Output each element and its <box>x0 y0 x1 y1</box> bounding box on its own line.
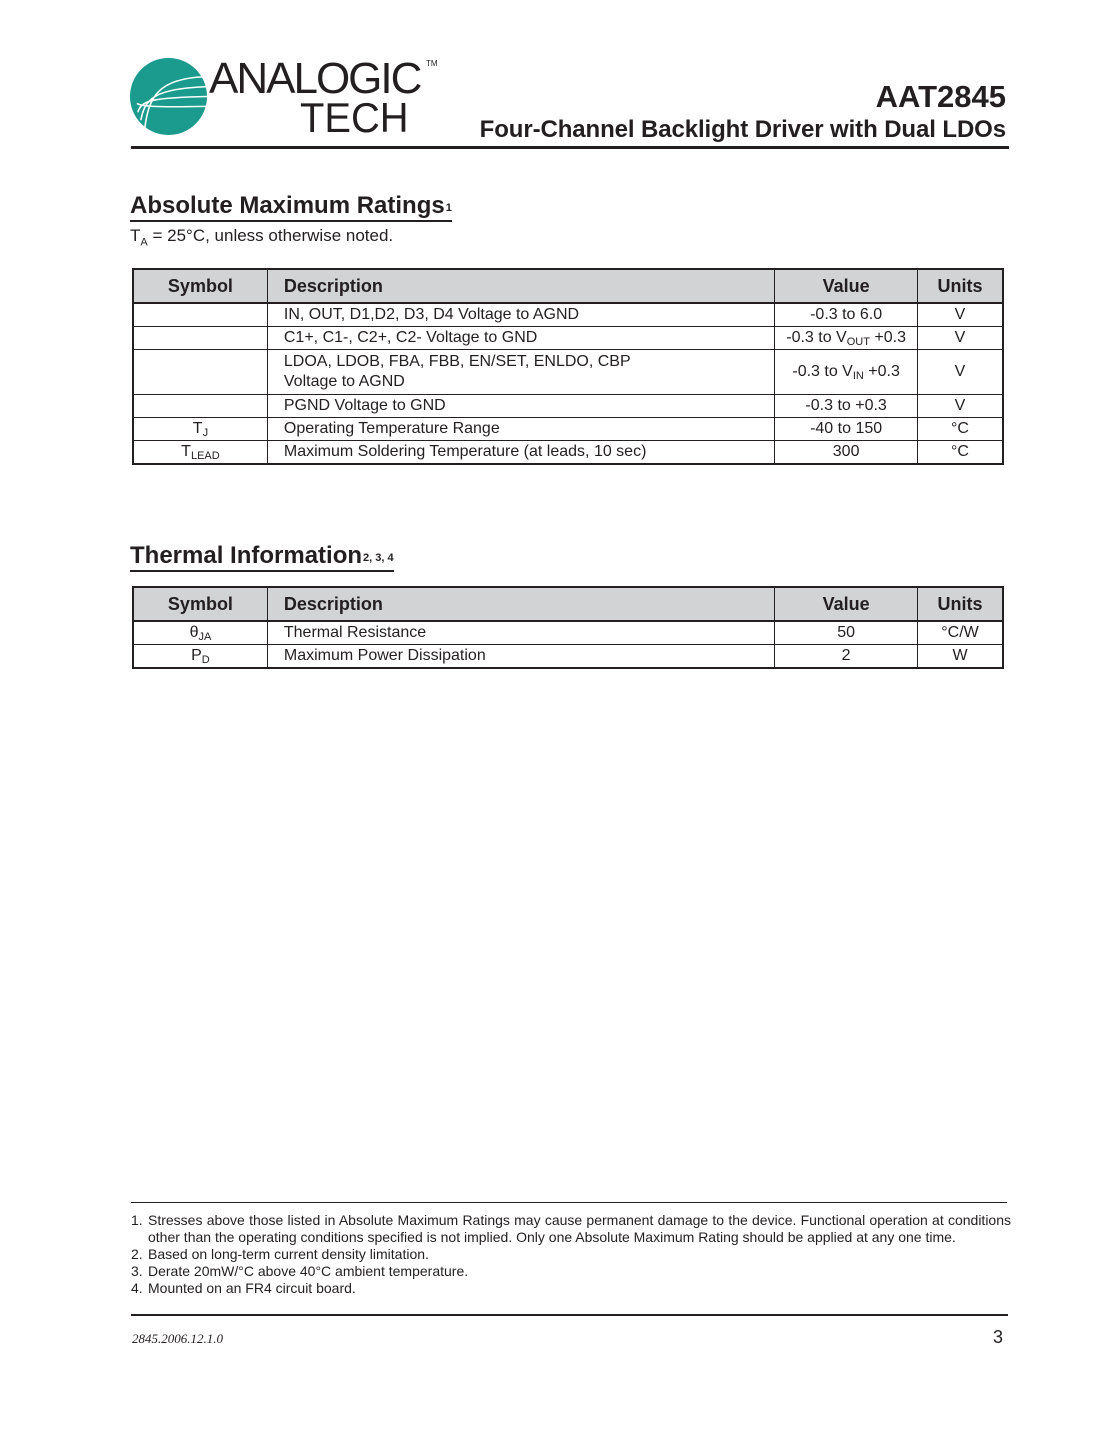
footnote-number: 3. <box>131 1263 143 1279</box>
cond-subscript: A <box>140 236 148 249</box>
cell-units: V <box>918 303 1003 327</box>
document-subtitle: Four-Channel Backlight Driver with Dual LDOs <box>479 116 1006 143</box>
cell-description: C1+, C1-, C2+, C2- Voltage to GND <box>267 327 774 350</box>
cell-symbol <box>133 441 267 465</box>
footnote-item <box>131 1246 1011 1263</box>
conditions-note <box>130 226 393 248</box>
cell-value <box>775 441 918 465</box>
cell-description: Maximum Power Dissipation <box>267 645 774 669</box>
cell-symbol <box>133 645 267 669</box>
cell-units: °C <box>918 441 1003 465</box>
cell-symbol <box>133 418 267 441</box>
footnote-divider <box>131 1202 1007 1203</box>
col-header-description: Description <box>267 587 774 621</box>
footnote-number: 4. <box>131 1280 143 1296</box>
cell-value: 50 <box>775 621 918 645</box>
footnote-item <box>131 1280 1011 1297</box>
footnote-number: 2. <box>131 1246 143 1262</box>
footnote-number: 1. <box>131 1212 143 1228</box>
value-suffix: +0.3 <box>863 363 900 380</box>
thermal-table <box>132 586 1004 669</box>
header-divider <box>131 146 1009 149</box>
cell-value <box>775 350 918 395</box>
symbol-subscript: J <box>202 427 209 439</box>
cell-symbol <box>133 350 267 395</box>
value-text: -40 to 150 <box>810 420 883 437</box>
table-row <box>133 621 1003 645</box>
cell-description: Maximum Soldering Temperature (at leads, 10 sec) <box>267 441 774 465</box>
footnote-text: Based on long-term current density limitation. <box>148 1246 429 1262</box>
cell-units: V <box>918 327 1003 350</box>
cell-description: Thermal Resistance <box>267 621 774 645</box>
logo-circle-icon <box>129 57 208 136</box>
cell-symbol <box>133 621 267 645</box>
cell-value <box>775 327 918 350</box>
value-text: -0.3 to +0.3 <box>805 397 887 414</box>
value-suffix: +0.3 <box>869 329 906 346</box>
col-header-units: Units <box>918 269 1003 303</box>
symbol-text: T <box>192 420 203 437</box>
value-text: -0.3 to V <box>786 329 847 346</box>
table-row <box>133 303 1003 327</box>
cell-description: PGND Voltage to GND <box>267 395 774 418</box>
col-header-value: Value <box>775 269 918 303</box>
footnote-item <box>131 1263 1011 1280</box>
value-text: -0.3 to V <box>792 363 853 380</box>
footnote-ref: 2, 3, 4 <box>363 552 394 564</box>
col-header-value: Value <box>775 587 918 621</box>
symbol-subscript: JA <box>198 631 212 643</box>
section-title-thermal <box>130 542 394 572</box>
logo-text-analogic: ANALOGIC <box>209 54 421 103</box>
absolute-max-table <box>132 268 1004 465</box>
table-row <box>133 395 1003 418</box>
logo-text-tech: TECH <box>300 94 409 141</box>
table-row <box>133 350 1003 395</box>
value-text: 300 <box>832 443 860 460</box>
cell-value <box>775 418 918 441</box>
table-row <box>133 327 1003 350</box>
cell-description <box>267 350 774 395</box>
symbol-text: θ <box>189 624 199 641</box>
cell-value: 2 <box>775 645 918 669</box>
cell-units: °C <box>918 418 1003 441</box>
table-row <box>133 418 1003 441</box>
page-number: 3 <box>992 1327 1003 1347</box>
value-subscript: OUT <box>846 336 870 348</box>
section-title-text: Thermal Information <box>130 542 363 569</box>
section-title-text: Absolute Maximum Ratings <box>130 192 445 219</box>
col-header-description: Description <box>267 269 774 303</box>
cell-units: V <box>918 350 1003 395</box>
col-header-symbol: Symbol <box>133 587 267 621</box>
cell-description: IN, OUT, D1,D2, D3, D4 Voltage to AGND <box>267 303 774 327</box>
footer-divider <box>131 1314 1008 1316</box>
cell-symbol <box>133 395 267 418</box>
footnote-item <box>131 1212 1011 1246</box>
footnotes <box>131 1212 1011 1297</box>
cell-description: Operating Temperature Range <box>267 418 774 441</box>
symbol-text: T <box>181 443 191 460</box>
table-header-row <box>133 587 1003 621</box>
cond-symbol: T <box>130 226 141 245</box>
table-header-row <box>133 269 1003 303</box>
document-id: 2845.2006.12.1.0 <box>132 1331 223 1346</box>
value-subscript: IN <box>852 370 864 382</box>
footnote-text: Derate 20mW/°C above 40°C ambient temperature. <box>148 1263 469 1279</box>
logo-trademark: TM <box>426 59 438 68</box>
col-header-units: Units <box>918 587 1003 621</box>
cell-symbol <box>133 327 267 350</box>
company-logo <box>129 54 444 141</box>
cell-units: °C/W <box>918 621 1003 645</box>
footnote-text: Stresses above those listed in Absolute Maximum Ratings may cause permanent damage to the device. Functional operation at conditions other than the operating conditions specified is not implied. Only one Absolute Maximum Rating should be applied at any one time. <box>148 1212 1011 1245</box>
table-row <box>133 645 1003 669</box>
cell-symbol <box>133 303 267 327</box>
footnote-text: Mounted on an FR4 circuit board. <box>148 1280 356 1296</box>
cell-units: V <box>918 395 1003 418</box>
cond-text: = 25°C, unless otherwise noted. <box>147 226 394 245</box>
description-line-1: LDOA, LDOB, FBA, FBB, EN/SET, ENLDO, CBP <box>283 353 631 370</box>
col-header-symbol: Symbol <box>133 269 267 303</box>
cell-units: W <box>918 645 1003 669</box>
value-text: -0.3 to 6.0 <box>810 306 883 323</box>
symbol-subscript: LEAD <box>190 450 220 462</box>
description-line-2: Voltage to AGND <box>283 373 405 390</box>
table-row <box>133 441 1003 465</box>
symbol-subscript: D <box>201 654 210 666</box>
footnote-ref: 1 <box>445 202 452 214</box>
cell-value <box>775 303 918 327</box>
part-number: AAT2845 <box>875 79 1006 114</box>
section-title-absolute-max <box>130 192 452 222</box>
symbol-text: P <box>191 647 202 664</box>
cell-value <box>775 395 918 418</box>
